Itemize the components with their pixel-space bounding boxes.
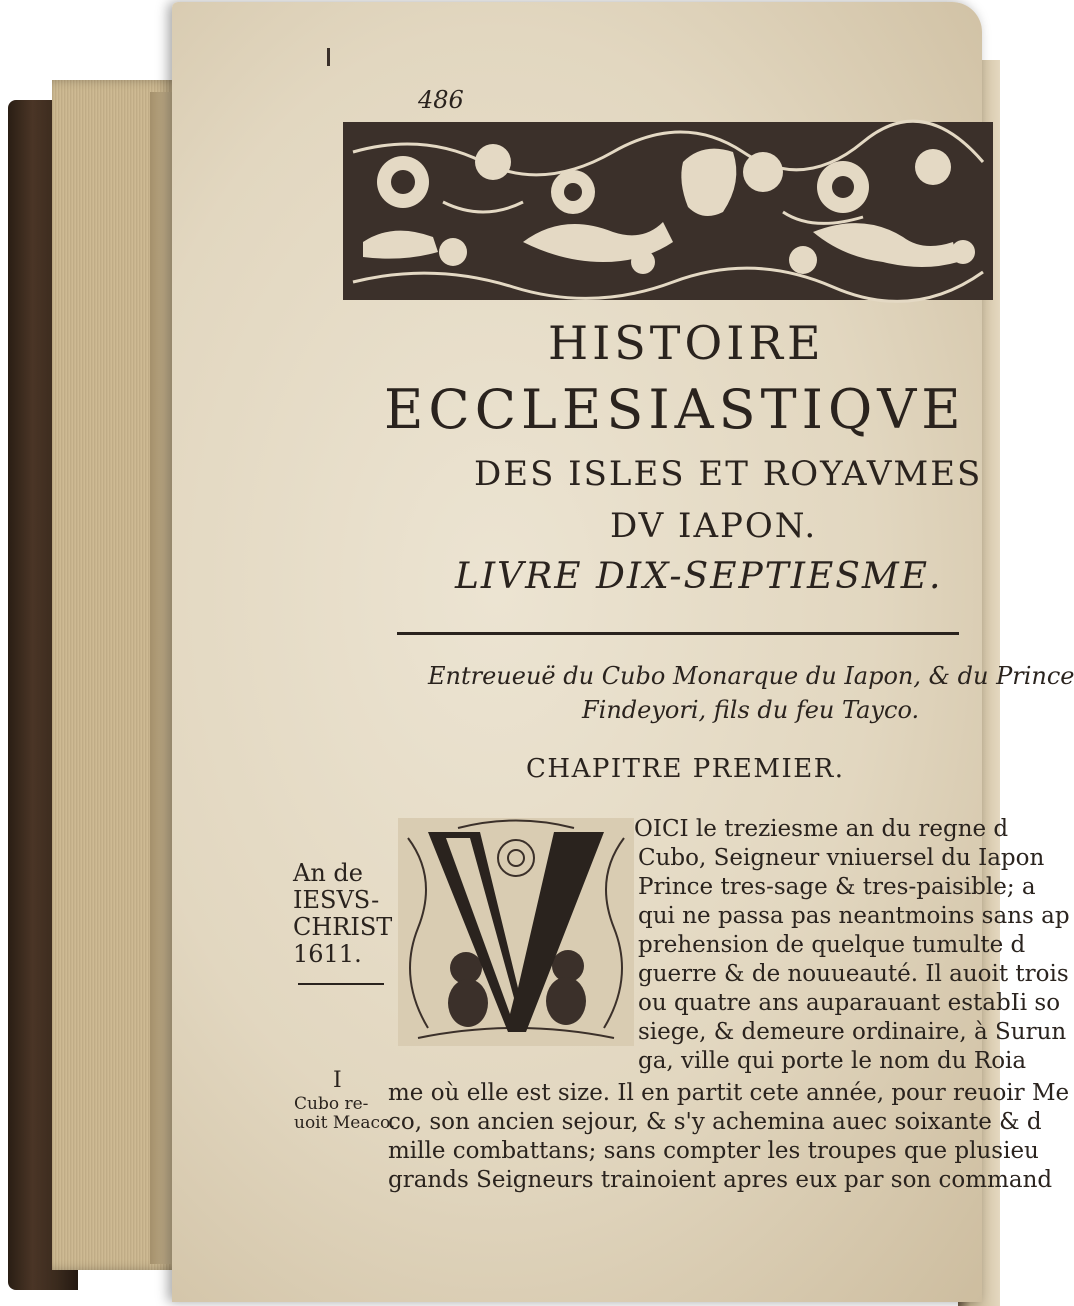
margin-year-line: CHRIST bbox=[293, 913, 393, 941]
body-text-line: Prince tres-sage & tres-paisible; a bbox=[638, 874, 1036, 900]
margin-note-number: I bbox=[333, 1068, 342, 1093]
margin-year-line: IESVS- bbox=[293, 886, 380, 914]
margin-note-line: Cubo re- bbox=[294, 1094, 369, 1114]
body-text-line: ou quatre ans auparauant estabIi so bbox=[638, 990, 1061, 1016]
body-text-line: co, son ancien sejour, & s'y achemina auec soixante & d bbox=[388, 1109, 1042, 1135]
ink-mark bbox=[327, 48, 330, 66]
title-line-1: HISTOIRE bbox=[548, 316, 825, 370]
body-text-line: qui ne passa pas neantmoins sans ap bbox=[638, 903, 1070, 929]
margin-year-line: 1611. bbox=[293, 940, 362, 968]
body-text-line: me où elle est size. Il en partit cete année, pour reuoir Me bbox=[388, 1080, 1070, 1106]
margin-note-line: uoit Meaco. bbox=[294, 1113, 396, 1133]
body-text-line: grands Seigneurs trainoient apres eux par son command bbox=[388, 1167, 1053, 1193]
book-number: LIVRE DIX-SEPTIESME. bbox=[455, 556, 943, 597]
decorated-initial-v bbox=[398, 818, 634, 1046]
body-text-line: mille combattans; sans compter les troupes que plusieu bbox=[388, 1138, 1039, 1164]
divider-rule bbox=[397, 632, 959, 635]
body-text-line: ga, ville qui porte le nom du Roia bbox=[638, 1048, 1027, 1074]
chapter-summary-line-2: Findeyori, fils du feu Tayco. bbox=[582, 696, 920, 724]
margin-rule bbox=[298, 983, 384, 985]
chapter-summary-line-1: Entreueuë du Cubo Monarque du Iapon, & du Prince bbox=[428, 662, 1074, 690]
margin-year-line: An de bbox=[293, 859, 363, 887]
page-number: 486 bbox=[418, 86, 464, 114]
body-text-line: OICI le treziesme an du regne d bbox=[634, 816, 1009, 842]
title-line-2: ECCLESIASTIQVE bbox=[384, 378, 966, 441]
title-line-4: DV IAPON. bbox=[610, 506, 818, 546]
body-text-line: prehension de quelque tumulte d bbox=[638, 932, 1026, 958]
chapter-heading: CHAPITRE PREMIER. bbox=[526, 754, 845, 784]
body-text-line: siege, & demeure ordinaire, à Surun bbox=[638, 1019, 1067, 1045]
body-text-line: Cubo, Seigneur vniuersel du Iapon bbox=[638, 845, 1045, 871]
margin-date bbox=[293, 860, 392, 968]
body-text-line: guerre & de nouueauté. Il auoit trois bbox=[638, 961, 1069, 987]
ornamental-headpiece bbox=[343, 122, 993, 300]
title-line-3: DES ISLES ET ROYAVMES bbox=[474, 454, 983, 494]
